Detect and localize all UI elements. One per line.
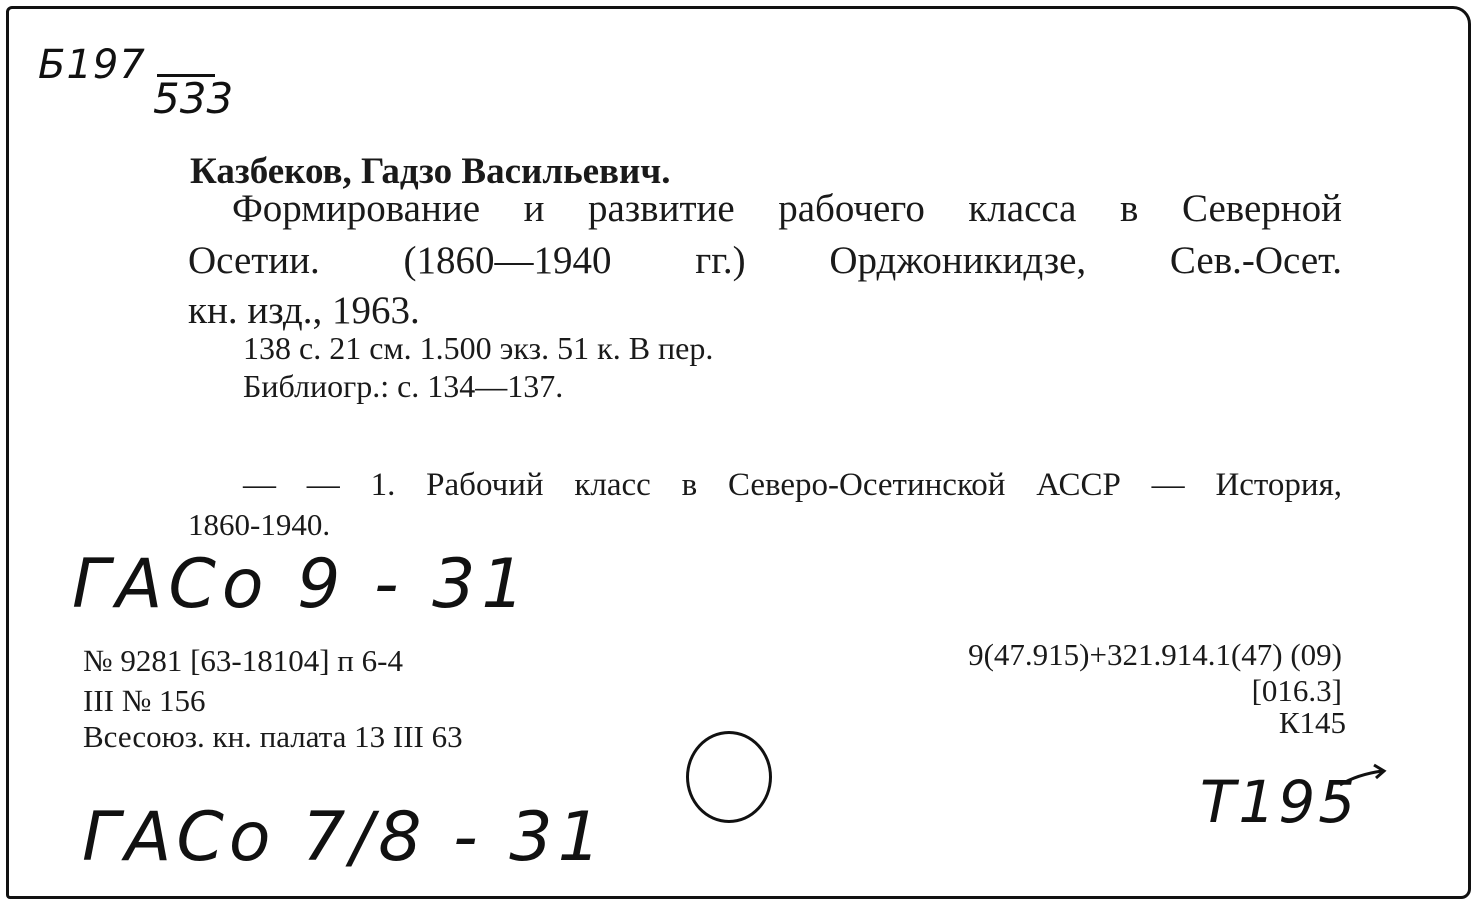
arrow-icon bbox=[1338, 763, 1388, 793]
punch-hole-icon bbox=[686, 731, 772, 823]
title-line-1: Формирование и развитие рабочего класса в Северной bbox=[232, 187, 1342, 230]
subject-heading: — — 1. Рабочий класс в Северо-Осетинской АССР — История, bbox=[243, 467, 1342, 503]
subject-heading-continued: 1860-1940. bbox=[188, 507, 331, 542]
collation-line: 138 с. 21 см. 1.500 экз. 51 к. В пер. bbox=[243, 330, 714, 366]
udc-classification-extra: [016.3] bbox=[1251, 673, 1342, 708]
book-chamber-note: Всесоюз. кн. палата 13 III 63 bbox=[83, 719, 463, 754]
series-number: III № 156 bbox=[83, 683, 206, 718]
archive-mark-handwritten-1: ГАСо 9 - 31 bbox=[72, 545, 531, 624]
author-heading: Казбеков, Гадзо Васильевич. bbox=[190, 151, 671, 192]
udc-classification: 9(47.915)+321.914.1(47) (09) bbox=[968, 637, 1342, 672]
call-number-handwritten: Б197 bbox=[38, 42, 146, 88]
title-line-3: кн. изд., 1963. bbox=[188, 289, 420, 332]
title-line-2: Осетии. (1860—1940 гг.) Орджоникидзе, Сев.-Осет. bbox=[188, 239, 1342, 282]
bibliography-note: Библиогр.: с. 134—137. bbox=[243, 368, 564, 404]
archive-mark-handwritten-2: ГАСо 7/8 - 31 bbox=[82, 798, 606, 877]
shelf-mark-handwritten: Т195 bbox=[1200, 768, 1359, 836]
call-number-denominator: 533 bbox=[153, 74, 234, 123]
author-mark: К145 bbox=[1278, 705, 1346, 740]
order-number: № 9281 [63-18104] п 6-4 bbox=[83, 643, 403, 678]
